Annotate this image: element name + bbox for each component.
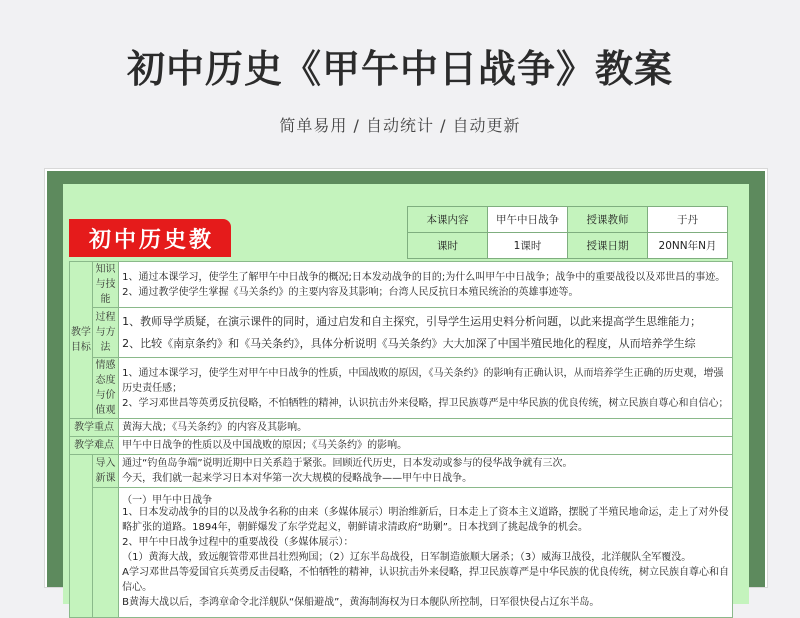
title-banner: 初中历史教	[69, 219, 231, 257]
difficult-label: 教学难点	[70, 437, 119, 455]
emotion-line: 历史责任感；	[122, 382, 183, 394]
body-line: A学习邓世昌等爱国官兵英勇反击侵略，不怕牺牲的精神，认识抗击外来侵略，捍卫民族尊严是中华民族的优良传统，树立民族自尊心和自	[122, 566, 729, 578]
key-text: 黄海大战；《马关条约》的内容及其影响。	[122, 422, 308, 433]
lesson-plan-paper	[63, 184, 749, 608]
info-label: 授课日期	[568, 233, 648, 259]
info-label: 本课内容	[408, 207, 488, 233]
body-line: 1、日本发动战争的目的以及战争名称的由来（多媒体展示）明治维新后，日本走上了资本主义道路，摆脱了半殖民地命运，走上了对外侵	[122, 506, 729, 518]
body-cell[interactable]	[119, 488, 733, 618]
table-row	[70, 455, 733, 488]
info-label: 课时	[408, 233, 488, 259]
emotion-label	[92, 358, 118, 419]
info-value[interactable]: 20NN年N月	[648, 233, 728, 259]
key-label: 教学重点	[70, 419, 119, 437]
info-row	[408, 233, 728, 259]
key-cell[interactable]	[119, 419, 733, 437]
page-subtitle: 简单易用 / 自动统计 / 自动更新	[279, 116, 521, 135]
table-row	[70, 419, 733, 437]
info-table	[407, 206, 728, 259]
intro-label: 导入新课	[92, 455, 118, 488]
table-row	[70, 308, 733, 358]
table-row	[70, 437, 733, 455]
info-row	[408, 207, 728, 233]
body-line: （1）黄海大战，致远舰管带邓世昌壮烈殉国；（2）辽东半岛战役，日军制造旅顺大屠杀；（3）威海卫战役，北洋舰队全军覆没。	[122, 551, 692, 563]
intro-line: 今天，我们就一起来学习日本对华第一次大规模的侵略战争——甲午中日战争。	[122, 473, 473, 484]
knowledge-cell[interactable]	[119, 262, 733, 308]
emotion-label-line: 情感态度	[95, 360, 116, 386]
info-label: 授课教师	[568, 207, 648, 233]
body-line: 2、甲午中日战争过程中的重要战役（多媒体展示）：	[122, 536, 354, 548]
process-line: 2、比较《南京条约》和《马关条约》，具体分析说明《马关条约》大大加深了中国半殖民地化的程度，从而培养学生综	[122, 336, 696, 350]
knowledge-label: 知识与技能	[92, 262, 118, 308]
info-value[interactable]: 1课时	[488, 233, 568, 259]
process-blank	[70, 455, 93, 618]
body-line: （一）甲午中日战争	[122, 494, 213, 506]
table-row	[70, 262, 733, 308]
lesson-table	[69, 261, 733, 618]
difficult-cell[interactable]	[119, 437, 733, 455]
intro-cell[interactable]	[119, 455, 733, 488]
table-row	[70, 488, 733, 618]
process-cell[interactable]	[119, 308, 733, 358]
knowledge-line: 2、通过教学使学生掌握《马关条约》的主要内容及其影响；台湾人民反抗日本殖民统治的英雄事迹等。	[122, 286, 579, 298]
emotion-line: 1、通过本课学习，使学生对甲午中日战争的性质，中国战败的原因，《马关条约》的影响有正确认识，从而培养学生正确的历史观，增强	[122, 367, 724, 379]
body-line: 信心。	[122, 581, 153, 593]
knowledge-line: 1、通过本课学习，使学生了解甲午中日战争的概况;日本发动战争的目的;为什么叫甲午中日战争；战争中的重要战役以及邓世昌的事迹。	[122, 271, 726, 283]
info-value[interactable]: 于丹	[648, 207, 728, 233]
page-title: 初中历史《甲午中日战争》教案	[126, 47, 673, 91]
spreadsheet-preview	[44, 168, 768, 608]
emotion-label-line: 与价值观	[95, 390, 116, 416]
goals-label: 教学目标	[70, 262, 93, 419]
emotion-line: 2、学习邓世昌等英勇反抗侵略，不怕牺牲的精神，认识抗击外来侵略，捍卫民族尊严是中华民族的优良传统，树立民族自尊心和自信心；	[122, 397, 729, 409]
body-line: B黄海大战以后，李鸿章命令北洋舰队“保船避战”，黄海制海权为日本舰队所控制，日军很快侵占辽东半岛。	[122, 596, 600, 608]
difficult-text: 甲午中日战争的性质以及中国战败的原因；《马关条约》的影响。	[122, 440, 408, 451]
body-blank	[92, 488, 118, 618]
info-value[interactable]: 甲午中日战争	[488, 207, 568, 233]
emotion-cell[interactable]	[119, 358, 733, 419]
process-label: 过程与方法	[92, 308, 118, 358]
table-row	[70, 358, 733, 419]
sheet-background	[47, 171, 765, 608]
process-line: 1、教师导学质疑，在演示课件的同时，通过启发和自主探究，引导学生运用史料分析问题，以此来提高学生思维能力；	[122, 314, 702, 328]
body-line: 略扩张的道路。1894年，朝鲜爆发了东学党起义，朝鲜请求清政府“助剿”。日本找到了挑起战争的机会。	[122, 521, 588, 533]
intro-line: 通过“钓鱼岛争端”说明近期中日关系趋于紧张。回顾近代历史，日本发动或参与的侵华战争就有三次。	[122, 458, 573, 469]
